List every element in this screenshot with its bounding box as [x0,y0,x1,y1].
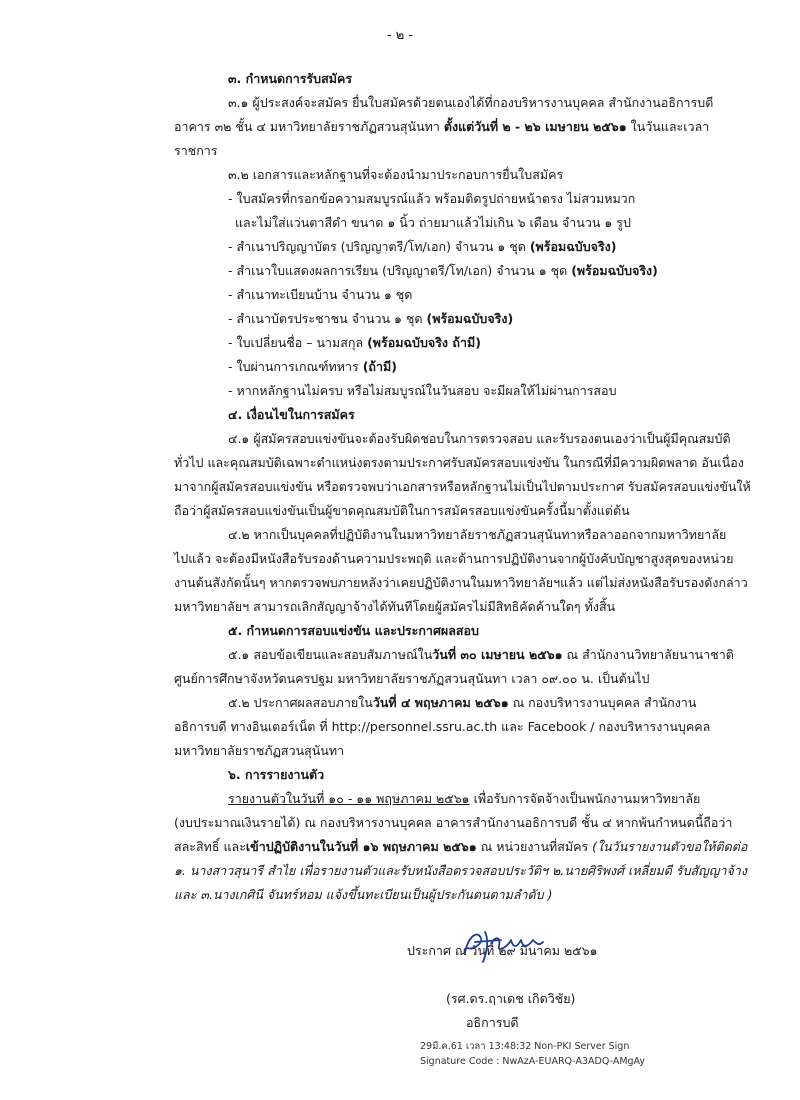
s3-item7: - ใบผ่านการเกณฑ์ทหาร (ถ้ามี) [228,359,397,374]
signature-image [455,918,575,968]
page-number: - ๒ - [386,28,414,43]
s5-p1-line1: ๕.๑ สอบข้อเขียนและสอบสัมภาษณ์ในวันที่ ๓๐ เมษายน ๒๕๖๑ ณ สำนักงานวิทยาลัยนานาชาติ [228,647,734,662]
s4-p1-line4: ถือว่าผู้สมัครสอบแข่งขันเป็นผู้ขาดคุณสมบัติในการสมัครสอบแข่งขันครั้งนี้มาตั้งแต่ต้น [174,503,630,518]
s3-p2: ๓.๒ เอกสารและหลักฐานที่จะต้องนำมาประกอบการยื่นใบสมัคร [228,167,564,182]
section-4-heading: ๔. เงื่อนไขในการสมัคร [228,407,355,422]
s3-item3: - สำเนาใบแสดงผลการเรียน (ปริญญาตรี/โท/เอก) จำนวน ๑ ชุด (พร้อมฉบับจริง) [228,263,658,278]
s6-line1: รายงานตัวในวันที่ ๑๐ - ๑๑ พฤษภาคม ๒๕๖๑ เพื่อรับการจัดจ้างเป็นพนักงานมหาวิทยาลัย [228,791,701,806]
s3-item4: - สำเนาทะเบียนบ้าน จำนวน ๑ ชุด [228,287,413,302]
s4-p1-line3: มาจากผู้สมัครสอบแข่งขัน หรือตรวจพบว่าเอกสารหรือหลักฐานไม่เป็นไปตามประกาศ รับสมัครสอบแข่งขันให้ [174,479,751,494]
s6-report-date: รายงานตัวในวันที่ ๑๐ - ๑๑ พฤษภาคม ๒๕๖๑ [228,791,470,806]
s4-p2-line4: มหาวิทยาลัยฯ สามารถเลิกสัญญาจ้างได้ทันทีโดยผู้สมัครไม่มีสิทธิคัดค้านใดๆ ทั้งสิ้น [174,599,616,614]
section-6-heading: ๖. การรายงานตัว [228,767,325,782]
s6-start-date: เข้าปฏิบัติงานในวันที่ ๑๖ พฤษภาคม ๒๕๖๑ [245,839,477,854]
section-5-heading: ๕. กำหนดการสอบแข่งขัน และประกาศผลสอบ [228,623,479,638]
s3-item8: - หากหลักฐานไม่ครบ หรือไม่สมบูรณ์ในวันสอบ จะมีผลให้ไม่ผ่านการสอบ [228,383,617,398]
s4-p2-line3: งานต้นสังกัดนั้นๆ หากตรวจพบภายหลังว่าเคยปฏิบัติงานในมหาวิทยาลัยฯแล้ว แต่ไม่ส่งหนังสือรับรองดังกล่าว [174,575,748,590]
s4-p2-line1: ๔.๒ หากเป็นบุคคลที่ปฏิบัติงานในมหาวิทยาลัยราชภัฏสวนสุนันทาหรือลาออกจากมหาวิทยาลัย [228,527,727,542]
s5-result-date: วันที่ ๔ พฤษภาคม ๒๕๖๑ [372,695,509,710]
s3-item6: - ใบเปลี่ยนชื่อ – นามสกุล (พร้อมฉบับจริง ถ้ามี) [228,335,481,350]
signer-title: อธิการบดี [466,1015,519,1030]
signature-code: Signature Code : NwAzA-EUARQ-A3ADQ-AMgAy [420,1056,646,1067]
s3-item1-line1: - ใบสมัครที่กรอกข้อความสมบูรณ์แล้ว พร้อมติดรูปถ่ายหน้าตรง ไม่สวมหมวก [228,191,636,206]
s6-line2: (งบประมาณเงินรายได้) ณ กองบริหารงานบุคคล อาคารสำนักงานอธิการบดี ชั้น ๔ หากพ้นกำหนดนี้ถือว่า [174,815,733,830]
s4-p2-line2: ไปแล้ว จะต้องมีหนังสือรับรองด้านความประพฤติ และด้านการปฏิบัติงานจากผู้บังคับบัญชาสูงสุดของหน่วย [174,551,734,566]
section-3-heading: ๓. กำหนดการรับสมัคร [228,71,353,86]
s5-p1-line2: ศูนย์การศึกษาจังหวัดนครปฐม มหาวิทยาลัยราชภัฏสวนสุนันทา เวลา ๐๙.๐๐ น. เป็นต้นไป [174,671,650,686]
announcement-date: ประกาศ ณ วันที่ ๒๙ มีนาคม ๒๕๖๑ [407,943,598,958]
signer-name: (รศ.ดร.ฤาเดช เกิดวิชัย) [446,991,576,1006]
s3-item1-line2: และไม่ใส่แว่นตาสีดำ ขนาด ๑ นิ้ว ถ่ายมาแล้วไม่เกิน ๖ เดือน จำนวน ๑ รูป [235,215,631,230]
s3-item2: - สำเนาปริญญาบัตร (ปริญญาตรี/โท/เอก) จำนวน ๑ ชุด (พร้อมฉบับจริง) [228,239,617,254]
s5-p2-line1: ๕.๒ ประกาศผลสอบภายในวันที่ ๔ พฤษภาคม ๒๕๖๑ ณ กองบริหารงานบุคคล สำนักงาน [228,695,697,710]
s6-line3: สละสิทธิ์ และเข้าปฏิบัติงานในวันที่ ๑๖ พฤษภาคม ๒๕๖๑ ณ หน่วยงานที่สมัคร (ในวันรายงานตัวขอให้ติดต่อ [174,839,748,854]
digital-sign-info: 29มี.ค.61 เวลา 13:48:32 Non-PKI Server Sign [420,1041,630,1052]
s5-p2-line3: มหาวิทยาลัยราชภัฏสวนสุนันทา [174,743,345,758]
s3-p1-line3: ราชการ [174,143,218,158]
s5-p2-line2: อธิการบดี ทางอินเตอร์เน็ต ที่ http://personnel.ssru.ac.th และ Facebook / กองบริหารงานบุคคล [174,719,711,734]
s5-exam-date: วันที่ ๓๐ เมษายน ๒๕๖๑ [432,647,563,662]
s3-p1-line2: อาคาร ๓๒ ชั้น ๔ มหาวิทยาลัยราชภัฏสวนสุนันทา ตั้งแต่วันที่ ๒ - ๒๖ เมษายน ๒๕๖๑ ในวันและเวลา [174,119,710,134]
s4-p1-line2: ทั่วไป และคุณสมบัติเฉพาะตำแหน่งตรงตามประกาศรับสมัครสอบแข่งขัน ในกรณีที่มีความผิดพลาด อันเนื่อง [174,455,744,470]
s3-item5: - สำเนาบัตรประชาชน จำนวน ๑ ชุด (พร้อมฉบับจริง) [228,311,514,326]
s6-line5: และ ๓.นางเกศินี จันทร์หอม แจ้งขึ้นทะเบียนเป็นผู้ประกันตนตามลำดับ ) [174,887,553,902]
s6-line4: ๑. นางสาวสุนารี สำไย เพื่อรายงานตัวและรับหนังสือตรวจสอบประวัติฯ ๒.นายศิริพงศ์ เหลี่ยมดี รับสัญญาจ้าง [174,863,747,878]
s4-p1-line1: ๔.๑ ผู้สมัครสอบแข่งขันจะต้องรับผิดชอบในการตรวจสอบ และรับรองตนเองว่าเป็นผู้มีคุณสมบัติ [228,431,731,446]
s3-p1-line1: ๓.๑ ผู้ประสงค์จะสมัคร ยื่นใบสมัครด้วยตนเองได้ที่กองบริหารงานบุคคล สำนักงานอธิการบดี [228,95,714,110]
s3-application-period: ตั้งแต่วันที่ ๒ - ๒๖ เมษายน ๒๕๖๑ [443,119,627,134]
